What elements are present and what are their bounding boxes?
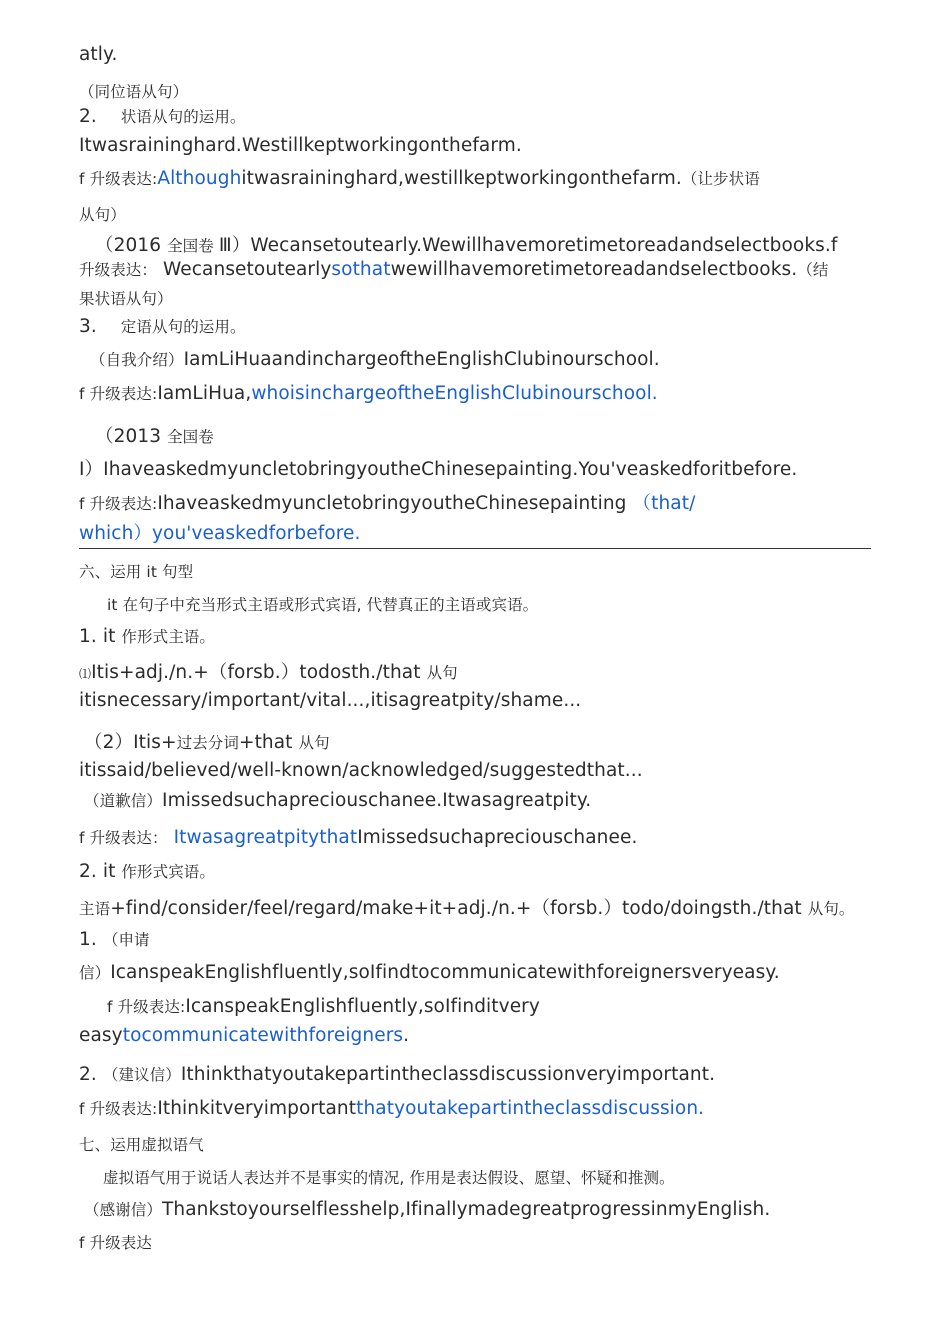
text-line: 信）IcanspeakEnglishfluently,soIfindtocommunicatewithforeignersveryeasy.: [79, 962, 780, 983]
upgrade-line: f 升级表达:IamLiHua,whoisinchargeoftheEnglishClubinourschool.: [79, 383, 658, 404]
upgrade-line: f 升级表达:IcanspeakEnglishfluently,soIfinditvery: [107, 996, 540, 1017]
text-line: 虚拟语气用于说话人表达并不是事实的情况, 作用是表达假设、愿望、怀疑和推测。: [103, 1169, 675, 1187]
text-line: Ⅰ）IhaveaskedmyuncletobringyoutheChinesepainting.You'veaskedforitbefore.: [79, 459, 798, 480]
upgrade-line: 升级表达： Wecansetoutearlysothatwewillhavemoretimetoreadandselectbooks.（结: [79, 259, 829, 280]
upgrade-line: f 升级表达： ItwasagreatpitythatImissedsuchapreciouschanee.: [79, 827, 638, 848]
text-line: （自我介绍）IamLiHuaandinchargeoftheEnglishClubinourschool.: [90, 349, 660, 370]
text-line: （2016 全国卷 Ⅲ）Wecansetoutearly.Wewillhavemoretimetoreadandselectbooks.f: [95, 235, 838, 256]
text-line: 果状语从句）: [79, 290, 173, 308]
upgrade-line: f 升级表达:Ithinkitveryimportantthatyoutakepartintheclassdiscussion.: [79, 1098, 705, 1119]
subsection-heading: 1. it 作形式主语。: [79, 626, 216, 647]
text-line: ⑴Itis+adj./n.+（forsb.）todosth./that 从句: [79, 662, 458, 683]
text-line: （感谢信）Thankstoyourselflesshelp,IfinallymadegreatprogressinmyEnglish.: [84, 1199, 771, 1220]
text-line: atly.: [79, 44, 118, 65]
section-heading: 六、运用 it 句型: [79, 563, 194, 581]
text-line: 主语+find/consider/feel/regard/make+it+adj./n.+（forsb.）todo/doingsth./that 从句。: [79, 898, 855, 919]
text-line: itisnecessary/important/vital...,itisagreatpity/shame...: [79, 690, 582, 711]
upgrade-line: f 升级表达: [79, 1234, 152, 1252]
section-heading: 2. 状语从句的运用。: [79, 106, 246, 127]
text-line: easytocommunicatewithforeigners.: [79, 1025, 410, 1046]
subsection-heading: 2. it 作形式宾语。: [79, 861, 216, 882]
upgrade-line: f 升级表达:Althoughitwasraininghard,westillkeptworkingonthefarm.（让步状语: [79, 168, 760, 189]
upgrade-line: f 升级表达:IhaveaskedmyuncletobringyoutheChinesepainting （that/: [79, 493, 696, 514]
text-line: 2. （建议信）Ithinkthatyoutakepartintheclassdiscussionveryimportant.: [79, 1064, 716, 1085]
text-line: （2）Itis+过去分词+that 从句: [84, 732, 330, 753]
text-line: itissaid/believed/well-known/acknowledged/suggestedthat...: [79, 760, 643, 781]
text-line: （同位语从句）: [79, 83, 189, 101]
section-heading: 3. 定语从句的运用。: [79, 316, 246, 337]
text-line: （2013 全国卷: [95, 426, 214, 447]
text-line: which）you'veaskedforbefore.: [79, 523, 361, 544]
section-heading: 七、运用虚拟语气: [79, 1136, 204, 1154]
text-line: 1. （申请: [79, 929, 150, 950]
text-line: （道歉信）Imissedsuchapreciouschanee.Itwasagreatpity.: [84, 790, 592, 811]
divider: [79, 548, 871, 549]
text-line: 从句）: [79, 206, 126, 224]
text-line: Itwasraininghard.Westillkeptworkingonthefarm.: [79, 135, 522, 156]
text-line: it 在句子中充当形式主语或形式宾语, 代替真正的主语或宾语。: [107, 596, 539, 614]
